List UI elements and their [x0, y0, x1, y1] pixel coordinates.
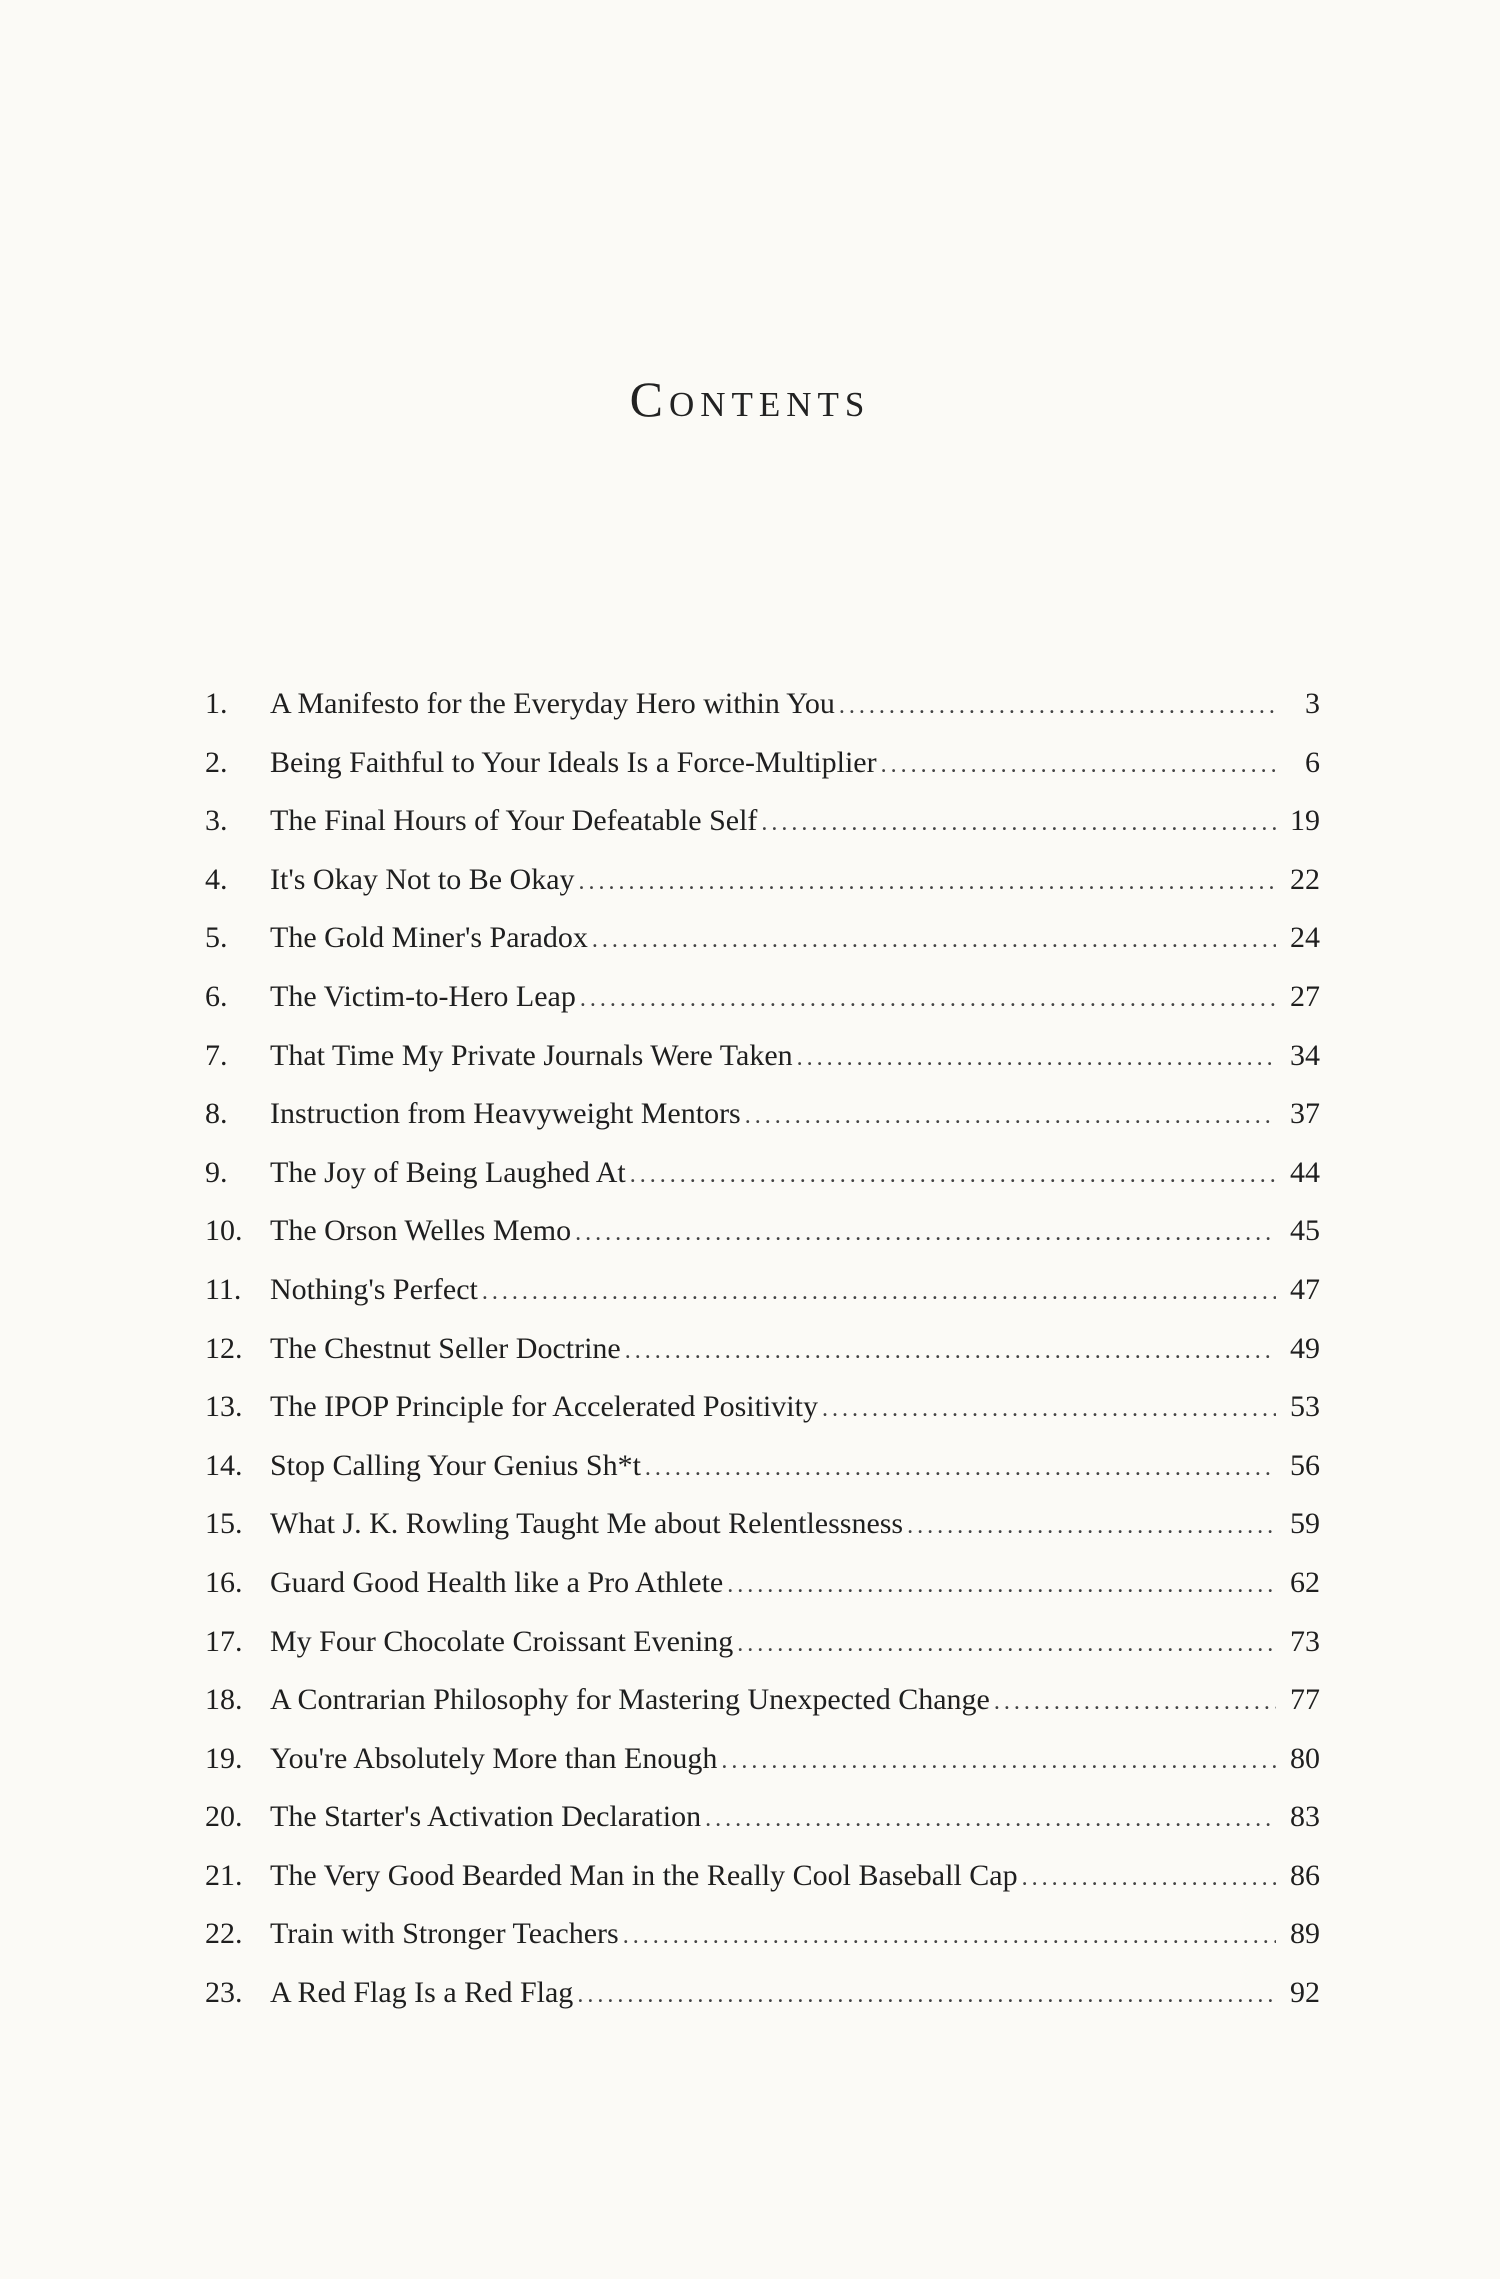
chapter-title: A Manifesto for the Everyday Hero within You: [270, 687, 835, 720]
page-number: 86: [1290, 1858, 1320, 1892]
chapter-number: 12.: [205, 1331, 243, 1365]
dot-leader: [994, 1673, 1276, 1732]
chapter-title: The IPOP Principle for Accelerated Positivity: [270, 1390, 818, 1424]
page-number: 56: [1290, 1448, 1320, 1482]
page-number: 19: [1290, 804, 1320, 838]
chapter-title: It's Okay Not to Be Okay: [270, 862, 575, 896]
chapter-title: You're Absolutely More than Enough: [270, 1741, 718, 1775]
chapter-number: 16.: [205, 1565, 243, 1599]
toc-entry: [205, 1905, 1320, 1964]
toc-entry: [205, 1671, 1320, 1730]
dot-leader: [575, 1204, 1276, 1263]
page-number: 24: [1290, 921, 1320, 955]
page-number: 62: [1290, 1565, 1320, 1599]
chapter-title: My Four Chocolate Croissant Evening: [270, 1624, 734, 1658]
page-number: 77: [1290, 1683, 1320, 1717]
dot-leader: [1022, 1849, 1276, 1908]
toc-entry: [205, 1847, 1320, 1906]
chapter-title: The Final Hours of Your Defeatable Self: [270, 804, 758, 838]
dot-leader: [580, 970, 1276, 1029]
toc-entry: [205, 1495, 1320, 1554]
page-number: 27: [1290, 979, 1320, 1013]
dot-leader: [623, 1907, 1276, 1966]
dot-leader: [705, 1790, 1276, 1849]
chapter-title: Being Faithful to Your Ideals Is a Force-Multiplier: [270, 745, 877, 779]
page-number: 80: [1290, 1741, 1320, 1775]
page-number: 83: [1290, 1800, 1320, 1834]
toc-entry: [205, 1613, 1320, 1672]
page-number: 49: [1290, 1331, 1320, 1365]
chapter-number: 14.: [205, 1448, 243, 1482]
page-number: 89: [1290, 1917, 1320, 1951]
chapter-number: 21.: [205, 1858, 243, 1892]
dot-leader: [727, 1556, 1276, 1615]
chapter-title: The Very Good Bearded Man in the Really Cool Baseball Cap: [270, 1858, 1018, 1892]
toc-entry: [205, 1261, 1320, 1320]
page-number: 53: [1290, 1390, 1320, 1424]
chapter-number: 10.: [205, 1214, 243, 1248]
page-number: 44: [1290, 1155, 1320, 1189]
dot-leader: [907, 1497, 1276, 1556]
page-number: 47: [1290, 1272, 1320, 1306]
dot-leader: [482, 1263, 1276, 1322]
chapter-title: The Starter's Activation Declaration: [270, 1800, 702, 1834]
chapter-number: 3.: [205, 804, 228, 838]
chapter-title: Nothing's Perfect: [270, 1272, 478, 1306]
chapter-title: Guard Good Health like a Pro Athlete: [270, 1565, 724, 1599]
dot-leader: [737, 1615, 1276, 1674]
chapter-number: 19.: [205, 1741, 243, 1775]
dot-leader: [592, 911, 1276, 970]
toc-entry: [205, 1554, 1320, 1613]
toc-entry: [205, 1437, 1320, 1496]
dot-leader: [577, 1966, 1276, 2025]
chapter-title: Stop Calling Your Genius Sh*t: [270, 1448, 641, 1482]
chapter-title: The Chestnut Seller Doctrine: [270, 1331, 621, 1365]
toc-entry: [205, 792, 1320, 851]
dot-leader: [822, 1380, 1276, 1439]
dot-leader: [839, 677, 1276, 736]
chapter-number: 1.: [205, 687, 228, 720]
chapter-number: 20.: [205, 1800, 243, 1834]
chapter-number: 17.: [205, 1624, 243, 1658]
page-number: 37: [1290, 1097, 1320, 1131]
toc-entry: [205, 1202, 1320, 1261]
page-number: 59: [1290, 1507, 1320, 1541]
chapter-number: 11.: [205, 1272, 242, 1306]
chapter-title: A Red Flag Is a Red Flag: [270, 1976, 574, 2010]
chapter-title: That Time My Private Journals Were Taken: [270, 1038, 793, 1072]
chapter-number: 7.: [205, 1038, 228, 1072]
chapter-number: 8.: [205, 1097, 228, 1131]
toc-entry: [205, 968, 1320, 1027]
toc-entry: [205, 1320, 1320, 1379]
page-number: 92: [1290, 1976, 1320, 2010]
page-number: 73: [1290, 1624, 1320, 1658]
chapter-title: Instruction from Heavyweight Mentors: [270, 1097, 741, 1131]
chapter-title: A Contrarian Philosophy for Mastering Unexpected Change: [270, 1683, 990, 1717]
page-number: 6: [1305, 745, 1320, 779]
toc-entry: [205, 675, 1320, 734]
chapter-number: 9.: [205, 1155, 228, 1189]
chapter-number: 5.: [205, 921, 228, 955]
dot-leader: [721, 1732, 1276, 1791]
chapter-title: The Joy of Being Laughed At: [270, 1155, 626, 1189]
contents-heading: Contents: [629, 371, 871, 427]
table-of-contents: [205, 675, 1320, 2023]
chapter-number: 13.: [205, 1390, 243, 1424]
page-number: 22: [1290, 862, 1320, 896]
chapter-number: 2.: [205, 745, 228, 779]
page-number: 3: [1305, 687, 1320, 720]
dot-leader: [745, 1087, 1276, 1146]
toc-entry: [205, 1378, 1320, 1437]
dot-leader: [881, 736, 1276, 795]
chapter-title: The Victim-to-Hero Leap: [270, 979, 576, 1013]
chapter-number: 22.: [205, 1917, 243, 1951]
toc-entry: [205, 1788, 1320, 1847]
toc-entry: [205, 1144, 1320, 1203]
chapter-title: What J. K. Rowling Taught Me about Relentlessness: [270, 1507, 904, 1541]
toc-entry: [205, 1085, 1320, 1144]
chapter-title: The Gold Miner's Paradox: [270, 921, 588, 955]
dot-leader: [579, 853, 1276, 912]
chapter-number: 18.: [205, 1683, 243, 1717]
toc-entry: [205, 1730, 1320, 1789]
page-number: 45: [1290, 1214, 1320, 1248]
dot-leader: [761, 794, 1276, 853]
chapter-number: 23.: [205, 1976, 243, 2010]
chapter-number: 15.: [205, 1507, 243, 1541]
dot-leader: [630, 1146, 1276, 1205]
toc-entry: [205, 1027, 1320, 1086]
toc-entry: [205, 909, 1320, 968]
chapter-number: 6.: [205, 979, 228, 1013]
dot-leader: [797, 1029, 1276, 1088]
toc-entry: [205, 734, 1320, 793]
dot-leader: [645, 1439, 1276, 1498]
dot-leader: [625, 1322, 1276, 1381]
toc-entry: [205, 1964, 1320, 2023]
chapter-title: Train with Stronger Teachers: [270, 1917, 619, 1951]
chapter-title: The Orson Welles Memo: [270, 1214, 572, 1248]
toc-entry: [205, 851, 1320, 910]
chapter-number: 4.: [205, 862, 228, 896]
page-number: 34: [1290, 1038, 1320, 1072]
